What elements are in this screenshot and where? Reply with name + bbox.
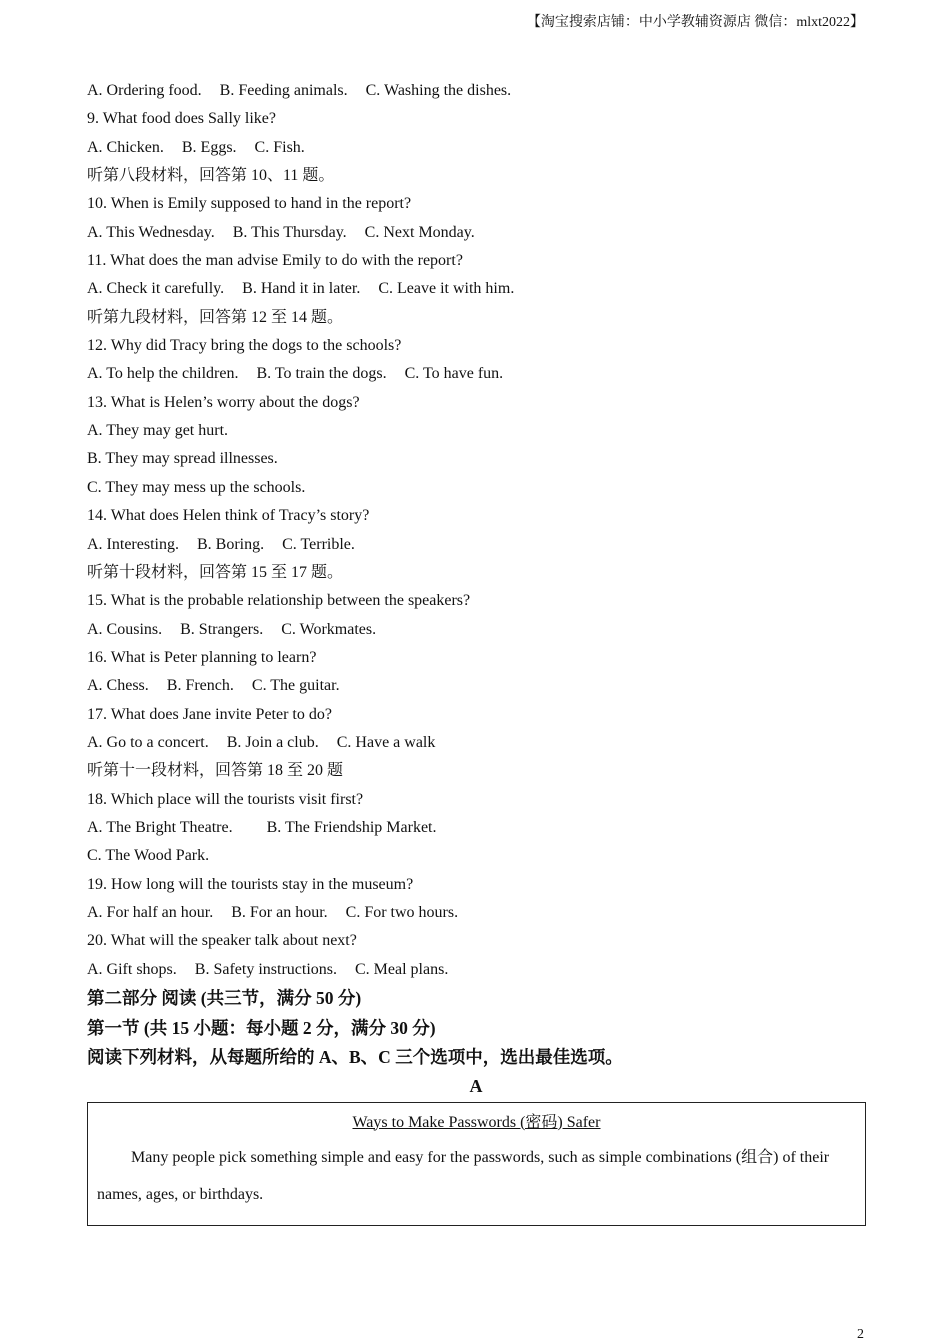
instruction: 阅读下列材料，从每题所给的 A、B、C 三个选项中，选出最佳选项。 — [87, 1047, 623, 1067]
text-line: 13. What is Helen’s worry about the dogs? — [87, 393, 360, 411]
answer-option: C. Meal plans. — [355, 960, 449, 978]
passage-box — [87, 1102, 866, 1226]
answer-option: C. Fish. — [254, 138, 305, 156]
answer-option: B. French. — [166, 677, 234, 695]
text-line: 17. What does Jane invite Peter to do? — [87, 705, 332, 723]
text-line: C. The Wood Park. — [87, 847, 210, 865]
options-line — [87, 616, 865, 644]
answer-option: A. The Bright Theatre. — [87, 818, 233, 836]
answer-option: B. Join a club. — [226, 733, 319, 751]
answer-option: A. This Wednesday. — [87, 223, 215, 241]
answer-option: A. Ordering food. — [87, 82, 202, 99]
text-line: 20. What will the speaker talk about next? — [87, 932, 357, 950]
answer-option: A. Cousins. — [87, 620, 163, 638]
text-line: C. They may mess up the schools. — [87, 478, 306, 496]
answer-option: A. Go to a concert. — [87, 733, 209, 751]
answer-option: B. Safety instructions. — [194, 960, 337, 978]
answer-option: B. Feeding animals. — [219, 82, 348, 99]
answer-option: B. Boring. — [196, 535, 265, 553]
text-line: B. They may spread illnesses. — [87, 450, 278, 468]
text-line: 听第九段材料，回答第 12 至 14 题。 — [87, 308, 344, 326]
text-line: 14. What does Helen think of Tracy’s story? — [87, 507, 370, 525]
answer-option: C. The guitar. — [251, 677, 340, 695]
answer-option: B. Strangers. — [180, 620, 264, 638]
page-number: 2 — [857, 1327, 864, 1342]
answer-option: A. Check it carefully. — [87, 280, 225, 298]
answer-option: B. This Thursday. — [232, 223, 347, 241]
text-line: 16. What is Peter planning to learn? — [87, 648, 317, 666]
answer-option: A. For half an hour. — [87, 903, 214, 921]
options-line — [87, 77, 865, 105]
answer-option: A. Chicken. — [87, 138, 164, 156]
options-line — [87, 531, 865, 559]
text-line: 10. When is Emily supposed to hand in the report? — [87, 195, 412, 213]
answer-option: B. To train the dogs. — [256, 365, 387, 383]
answer-option: C. Terrible. — [282, 535, 355, 553]
answer-option: A. To help the children. — [87, 365, 239, 383]
options-line — [87, 956, 865, 984]
listening-questions — [87, 77, 865, 984]
answer-option: A. Chess. — [87, 677, 149, 695]
answer-option: C. Next Monday. — [364, 223, 475, 241]
options-line — [87, 275, 865, 303]
text-line: 12. Why did Tracy bring the dogs to the schools? — [87, 337, 402, 355]
answer-option: A. Gift shops. — [87, 960, 177, 978]
document-body — [87, 77, 865, 1226]
passage-title: Ways to Make Passwords (密码) Safer — [352, 1113, 601, 1131]
options-line — [87, 672, 865, 700]
options-line — [87, 360, 865, 388]
text-line: 18. Which place will the tourists visit first? — [87, 790, 364, 808]
options-line — [87, 814, 865, 842]
text-line: 15. What is the probable relationship between the speakers? — [87, 592, 471, 610]
options-line — [87, 899, 865, 927]
answer-option: C. Leave it with him. — [378, 280, 515, 298]
text-line: A. They may get hurt. — [87, 422, 229, 440]
options-line — [87, 134, 865, 162]
answer-option: C. To have fun. — [404, 365, 504, 383]
answer-option: C. Have a walk — [336, 733, 436, 751]
answer-option: B. Hand it in later. — [242, 280, 361, 298]
text-line: 11. What does the man advise Emily to do with the report? — [87, 252, 463, 270]
text-line: 听第十一段材料，回答第 18 至 20 题 — [87, 762, 344, 780]
passage-label: A — [469, 1075, 483, 1096]
answer-option: C. Workmates. — [281, 620, 377, 638]
page-header: 【淘宝搜索店铺：中小学教辅资源店 微信：mlxt2022】 — [526, 15, 864, 30]
options-line — [87, 729, 865, 757]
text-line: 9. What food does Sally like? — [87, 110, 276, 128]
answer-option: C. Washing the dishes. — [365, 82, 512, 99]
answer-option: B. For an hour. — [231, 903, 328, 921]
answer-option: C. For two hours. — [345, 903, 459, 921]
options-line — [87, 219, 865, 247]
passage-paragraph: Many people pick something simple and easy for the passwords, such as simple combinations (组合) of their names, ages, or birthdays. — [97, 1148, 830, 1203]
text-line: 听第八段材料，回答第 10、11 题。 — [87, 167, 335, 185]
text-line: 19. How long will the tourists stay in the museum? — [87, 875, 414, 893]
part-title: 第二部分 阅读 (共三节，满分 50 分) — [87, 988, 362, 1008]
answer-option: A. Interesting. — [87, 535, 179, 553]
text-line: 听第十段材料，回答第 15 至 17 题。 — [87, 563, 344, 581]
section-title: 第一节 (共 15 小题：每小题 2 分，满分 30 分) — [87, 1017, 436, 1038]
answer-option: B. The Friendship Market. — [266, 818, 437, 836]
answer-option: B. Eggs. — [181, 138, 237, 156]
